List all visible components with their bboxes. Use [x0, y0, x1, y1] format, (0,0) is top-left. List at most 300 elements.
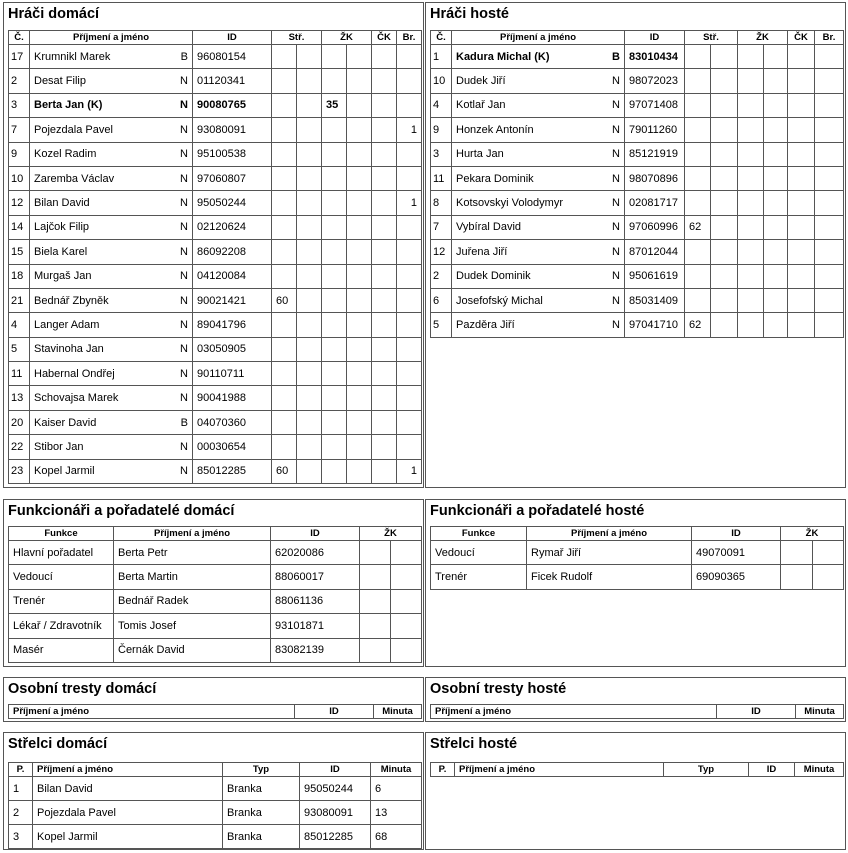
player-id: 02120624	[193, 215, 272, 239]
player-zk	[322, 288, 347, 312]
player-zk	[738, 191, 764, 215]
player-flag: N	[612, 318, 620, 331]
away-scorers-title: Střelci hosté	[430, 736, 518, 752]
player-flag: N	[180, 245, 188, 258]
official-name: Černák David	[114, 638, 271, 662]
player-br	[397, 240, 422, 264]
player-row	[431, 118, 844, 142]
player-name: N Bilan David	[30, 191, 193, 215]
official-zk	[813, 541, 844, 565]
player-number: 4	[431, 93, 452, 117]
player-ck	[788, 93, 815, 117]
player-id: 96080154	[193, 45, 272, 69]
official-role: Vedoucí	[9, 565, 114, 589]
col-zk: ŽK	[781, 527, 844, 541]
col-name: Příjmení a jméno	[9, 705, 295, 719]
player-flag: N	[180, 343, 188, 356]
player-zk	[322, 435, 347, 459]
home-scorers-body	[9, 777, 422, 849]
col-zk: ŽK	[360, 527, 422, 541]
player-br	[815, 166, 844, 190]
scorer-id: 85012285	[300, 825, 371, 849]
col-zk: ŽK	[322, 31, 372, 45]
player-flag: N	[180, 270, 188, 283]
cell-zk-extra	[764, 93, 788, 117]
player-zk	[738, 69, 764, 93]
official-id: 93101871	[271, 614, 360, 638]
player-br	[397, 313, 422, 337]
player-id: 79011260	[625, 118, 685, 142]
player-name: N Bednář Zbyněk	[30, 288, 193, 312]
player-number: 2	[9, 69, 30, 93]
player-br	[397, 93, 422, 117]
player-ck	[372, 166, 397, 190]
cell-zk-extra	[347, 362, 372, 386]
player-br	[397, 386, 422, 410]
player-zk	[322, 191, 347, 215]
scorer-id: 95050244	[300, 777, 371, 801]
cell-zk-extra	[764, 45, 788, 69]
player-br	[815, 93, 844, 117]
cell-str-extra	[297, 166, 322, 190]
player-zk	[322, 142, 347, 166]
player-br	[397, 362, 422, 386]
player-name: N Hurta Jan	[452, 142, 625, 166]
player-br	[397, 264, 422, 288]
player-row	[9, 337, 422, 361]
player-id: 00030654	[193, 435, 272, 459]
cell-zk-extra	[764, 69, 788, 93]
player-number: 22	[9, 435, 30, 459]
player-flag: N	[180, 197, 188, 210]
cell-zk-extra	[764, 313, 788, 337]
player-str	[685, 93, 711, 117]
player-str	[272, 240, 297, 264]
cell-zk-extra	[347, 45, 372, 69]
player-zk	[322, 410, 347, 434]
player-id: 90041988	[193, 386, 272, 410]
col-ck: ČK	[372, 31, 397, 45]
cell-zk-extra	[347, 459, 372, 483]
player-id: 90110711	[193, 362, 272, 386]
player-number: 4	[9, 313, 30, 337]
player-zk	[322, 313, 347, 337]
cell-zk-extra	[347, 410, 372, 434]
official-zk	[781, 541, 813, 565]
cell-zk-extra	[764, 240, 788, 264]
player-name: B Kaiser David	[30, 410, 193, 434]
player-ck	[372, 435, 397, 459]
player-str	[685, 166, 711, 190]
player-ck	[372, 313, 397, 337]
player-flag: N	[612, 99, 620, 112]
scorer-order: 2	[9, 801, 33, 825]
player-number: 1	[431, 45, 452, 69]
player-flag: N	[612, 123, 620, 136]
player-str: 60	[272, 459, 297, 483]
player-zk	[738, 313, 764, 337]
official-zk	[360, 638, 391, 662]
player-br: 1	[397, 191, 422, 215]
player-flag: B	[180, 50, 188, 63]
col-minute: Minuta	[795, 763, 844, 777]
official-zk	[391, 565, 422, 589]
player-id: 97060996	[625, 215, 685, 239]
player-number: 7	[431, 215, 452, 239]
player-number: 18	[9, 264, 30, 288]
official-zk	[360, 541, 391, 565]
player-number: 9	[431, 118, 452, 142]
cell-zk-extra	[347, 313, 372, 337]
player-row	[9, 313, 422, 337]
player-flag: N	[612, 197, 620, 210]
home-players-title: Hráči domácí	[8, 6, 100, 22]
home-officials-table	[8, 526, 422, 663]
player-name: N Zaremba Václav	[30, 166, 193, 190]
player-zk	[322, 459, 347, 483]
cell-str-extra	[297, 45, 322, 69]
col-id: ID	[271, 527, 360, 541]
player-name: N Lajčok Filip	[30, 215, 193, 239]
scorer-name: Pojezdala Pavel	[33, 801, 223, 825]
scorer-minute: 68	[371, 825, 422, 849]
player-name: N Habernal Ondřej	[30, 362, 193, 386]
player-ck	[788, 69, 815, 93]
player-ck	[372, 118, 397, 142]
away-scorers-table	[430, 762, 844, 777]
player-flag: N	[612, 75, 620, 88]
cell-str-extra	[297, 191, 322, 215]
scorer-minute: 6	[371, 777, 422, 801]
official-row	[431, 565, 844, 589]
player-ck	[788, 45, 815, 69]
official-zk	[781, 565, 813, 589]
col-name: Příjmení a jméno	[33, 763, 223, 777]
scorer-type: Branka	[223, 777, 300, 801]
away-players-panel	[425, 2, 846, 488]
player-name: N Dudek Jiří	[452, 69, 625, 93]
cell-zk-extra	[347, 337, 372, 361]
player-zk	[322, 362, 347, 386]
official-role: Vedoucí	[431, 541, 527, 565]
col-id: ID	[300, 763, 371, 777]
cell-str-extra	[711, 142, 738, 166]
cell-str-extra	[711, 69, 738, 93]
col-id: ID	[749, 763, 795, 777]
player-row	[9, 191, 422, 215]
scorer-type: Branka	[223, 825, 300, 849]
cell-zk-extra	[764, 191, 788, 215]
player-id: 90080765	[193, 93, 272, 117]
cell-zk-extra	[347, 69, 372, 93]
player-row	[9, 435, 422, 459]
player-str	[685, 45, 711, 69]
col-name: Příjmení a jméno	[114, 527, 271, 541]
player-id: 97060807	[193, 166, 272, 190]
player-id: 98070896	[625, 166, 685, 190]
home-penalties-panel	[3, 677, 424, 722]
player-ck	[788, 118, 815, 142]
player-number: 20	[9, 410, 30, 434]
player-zk	[322, 240, 347, 264]
player-name: N Kotlař Jan	[452, 93, 625, 117]
home-penalties-title: Osobní tresty domácí	[8, 681, 157, 697]
away-penalties-panel	[425, 677, 846, 722]
cell-str-extra	[297, 386, 322, 410]
player-flag: N	[612, 148, 620, 161]
player-id: 03050905	[193, 337, 272, 361]
official-role: Trenér	[9, 589, 114, 613]
official-zk	[391, 638, 422, 662]
home-officials-title: Funkcionáři a pořadatelé domácí	[8, 503, 235, 519]
home-scorers-panel	[3, 732, 424, 850]
player-number: 12	[9, 191, 30, 215]
scorer-name: Kopel Jarmil	[33, 825, 223, 849]
player-id: 85031409	[625, 288, 685, 312]
player-str	[272, 386, 297, 410]
player-flag: N	[180, 318, 188, 331]
col-id: ID	[717, 705, 796, 719]
cell-zk-extra	[347, 288, 372, 312]
col-minute: Minuta	[374, 705, 422, 719]
home-scorers-table	[8, 762, 422, 849]
player-row	[9, 93, 422, 117]
cell-zk-extra	[347, 166, 372, 190]
official-row	[431, 541, 844, 565]
player-br	[815, 313, 844, 337]
player-number: 11	[431, 166, 452, 190]
player-str	[272, 118, 297, 142]
player-str	[272, 166, 297, 190]
player-number: 9	[9, 142, 30, 166]
home-players-table	[8, 30, 422, 484]
player-ck	[788, 166, 815, 190]
cell-zk-extra	[347, 191, 372, 215]
col-role: Funkce	[9, 527, 114, 541]
player-str	[272, 191, 297, 215]
player-zk	[322, 264, 347, 288]
away-officials-title: Funkcionáři a pořadatelé hosté	[430, 503, 645, 519]
official-name: Rymař Jiří	[527, 541, 692, 565]
official-row	[9, 541, 422, 565]
cell-str-extra	[297, 264, 322, 288]
col-p: P.	[431, 763, 455, 777]
player-ck	[372, 459, 397, 483]
player-name: N Pazděra Jiří	[452, 313, 625, 337]
official-id: 88060017	[271, 565, 360, 589]
player-ck	[788, 191, 815, 215]
player-br	[397, 215, 422, 239]
cell-str-extra	[711, 215, 738, 239]
player-str	[685, 69, 711, 93]
col-no: Č.	[9, 31, 30, 45]
home-officials-panel	[3, 499, 424, 667]
col-str: Stř.	[685, 31, 738, 45]
official-zk	[391, 541, 422, 565]
player-ck	[372, 362, 397, 386]
player-id: 86092208	[193, 240, 272, 264]
player-br	[815, 264, 844, 288]
player-number: 10	[431, 69, 452, 93]
player-br	[815, 45, 844, 69]
player-flag: N	[180, 294, 188, 307]
player-flag: N	[180, 367, 188, 380]
player-id: 95100538	[193, 142, 272, 166]
col-name: Příjmení a jméno	[527, 527, 692, 541]
official-id: 88061136	[271, 589, 360, 613]
player-name: N Dudek Dominik	[452, 264, 625, 288]
player-br	[397, 142, 422, 166]
official-zk	[360, 589, 391, 613]
player-name: N Kozel Radim	[30, 142, 193, 166]
cell-str-extra	[711, 166, 738, 190]
player-id: 83010434	[625, 45, 685, 69]
scorer-row	[9, 801, 422, 825]
player-name: N Vybíral David	[452, 215, 625, 239]
player-row	[9, 142, 422, 166]
player-ck	[372, 215, 397, 239]
player-name: N Desat Filip	[30, 69, 193, 93]
cell-str-extra	[711, 118, 738, 142]
player-row	[431, 264, 844, 288]
player-br: 1	[397, 459, 422, 483]
col-ck: ČK	[788, 31, 815, 45]
player-id: 95050244	[193, 191, 272, 215]
official-row	[9, 565, 422, 589]
cell-zk-extra	[347, 240, 372, 264]
player-id: 97041710	[625, 313, 685, 337]
player-row	[431, 93, 844, 117]
player-row	[9, 215, 422, 239]
player-br	[397, 410, 422, 434]
cell-zk-extra	[347, 142, 372, 166]
player-name: B Krumnikl Marek	[30, 45, 193, 69]
player-ck	[372, 386, 397, 410]
player-id: 04070360	[193, 410, 272, 434]
player-zk	[322, 337, 347, 361]
player-flag: N	[180, 440, 188, 453]
player-row	[431, 288, 844, 312]
player-name: N Biela Karel	[30, 240, 193, 264]
player-str	[272, 313, 297, 337]
home-scorers-title: Střelci domácí	[8, 736, 108, 752]
player-row	[9, 362, 422, 386]
player-str	[685, 240, 711, 264]
col-type: Typ	[223, 763, 300, 777]
cell-str-extra	[297, 215, 322, 239]
player-str	[685, 288, 711, 312]
official-name: Berta Martin	[114, 565, 271, 589]
player-str: 62	[685, 215, 711, 239]
cell-str-extra	[297, 142, 322, 166]
player-flag: N	[180, 465, 188, 478]
home-players-body	[9, 45, 422, 484]
player-number: 12	[431, 240, 452, 264]
away-officials-table	[430, 526, 844, 590]
player-br	[815, 191, 844, 215]
player-row	[9, 45, 422, 69]
player-id: 95061619	[625, 264, 685, 288]
away-players-table	[430, 30, 844, 338]
cell-str-extra	[711, 93, 738, 117]
cell-str-extra	[711, 45, 738, 69]
away-players-body	[431, 45, 844, 338]
official-id: 83082139	[271, 638, 360, 662]
player-number: 21	[9, 288, 30, 312]
player-br	[397, 69, 422, 93]
cell-str-extra	[297, 459, 322, 483]
player-number: 3	[431, 142, 452, 166]
official-id: 49070091	[692, 541, 781, 565]
col-id: ID	[295, 705, 374, 719]
official-name: Bednář Radek	[114, 589, 271, 613]
official-name: Berta Petr	[114, 541, 271, 565]
away-officials-body	[431, 541, 844, 590]
cell-zk-extra	[347, 118, 372, 142]
col-br: Br.	[397, 31, 422, 45]
cell-str-extra	[297, 410, 322, 434]
away-penalties-table	[430, 704, 844, 719]
player-br: 1	[397, 118, 422, 142]
player-zk	[738, 215, 764, 239]
cell-zk-extra	[764, 288, 788, 312]
player-row	[431, 240, 844, 264]
cell-str-extra	[297, 313, 322, 337]
player-str	[272, 337, 297, 361]
col-name: Příjmení a jméno	[431, 705, 717, 719]
col-name: Příjmení a jméno	[455, 763, 664, 777]
player-zk	[322, 118, 347, 142]
player-str	[685, 142, 711, 166]
player-flag: N	[612, 270, 620, 283]
col-id: ID	[692, 527, 781, 541]
player-id: 87012044	[625, 240, 685, 264]
player-br	[815, 215, 844, 239]
official-row	[9, 614, 422, 638]
official-id: 69090365	[692, 565, 781, 589]
player-number: 7	[9, 118, 30, 142]
player-str	[272, 264, 297, 288]
player-str: 62	[685, 313, 711, 337]
away-players-title: Hráči hosté	[430, 6, 509, 22]
player-ck	[788, 264, 815, 288]
cell-zk-extra	[764, 166, 788, 190]
player-row	[431, 142, 844, 166]
player-flag: N	[180, 99, 188, 112]
official-zk	[813, 565, 844, 589]
player-id: 85012285	[193, 459, 272, 483]
player-zk	[738, 240, 764, 264]
cell-zk-extra	[347, 264, 372, 288]
player-str	[685, 191, 711, 215]
cell-zk-extra	[347, 386, 372, 410]
player-number: 10	[9, 166, 30, 190]
cell-zk-extra	[764, 142, 788, 166]
player-str	[272, 142, 297, 166]
player-br	[397, 45, 422, 69]
player-row	[9, 166, 422, 190]
player-id: 89041796	[193, 313, 272, 337]
official-zk	[360, 565, 391, 589]
official-role: Hlavní pořadatel	[9, 541, 114, 565]
player-row	[9, 69, 422, 93]
official-role: Trenér	[431, 565, 527, 589]
player-ck	[372, 69, 397, 93]
col-role: Funkce	[431, 527, 527, 541]
col-p: P.	[9, 763, 33, 777]
player-flag: N	[612, 172, 620, 185]
player-number: 2	[431, 264, 452, 288]
